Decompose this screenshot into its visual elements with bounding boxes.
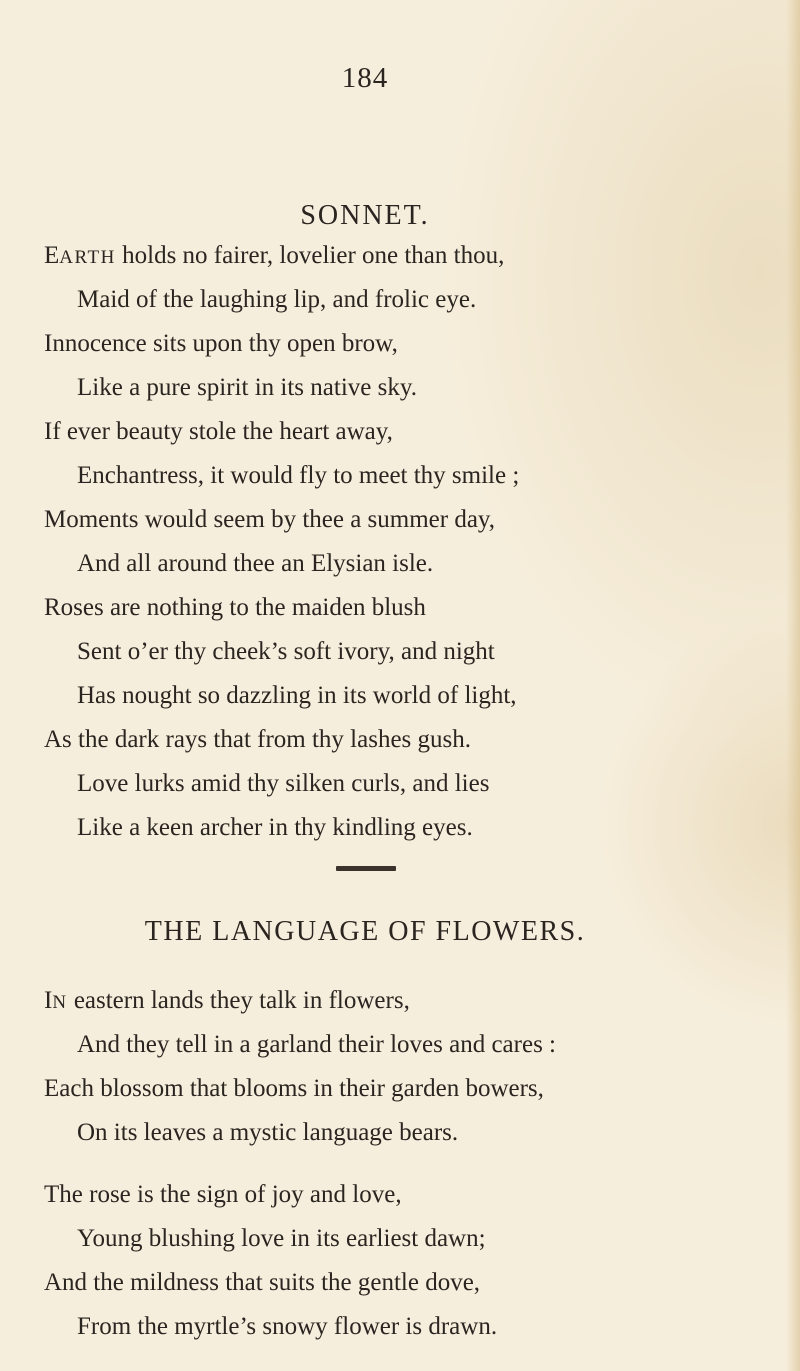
- flowers-line: And the mildness that suits the gentle dove,: [44, 1269, 481, 1296]
- sonnet-line: Roses are nothing to the maiden blush: [44, 594, 426, 621]
- sonnet-line: Love lurks amid thy silken curls, and lies: [77, 770, 490, 797]
- flowers-line: On its leaves a mystic language bears.: [77, 1119, 459, 1146]
- section-divider-ornament: [336, 866, 396, 871]
- drop-cap: E: [44, 242, 60, 269]
- small-caps: ARTH: [59, 247, 116, 268]
- flowers-line: From the myrtle’s snowy flower is drawn.: [77, 1313, 498, 1340]
- sonnet-line: Moments would seem by thee a summer day,: [44, 506, 496, 533]
- small-caps: N: [52, 992, 68, 1013]
- sonnet-line: Innocence sits upon thy open brow,: [44, 330, 398, 357]
- flowers-line: Young blushing love in its earliest dawn;: [77, 1225, 486, 1252]
- sonnet-line: Like a pure spirit in its native sky.: [77, 374, 417, 401]
- sonnet-line: Sent o’er thy cheek’s soft ivory, and night: [77, 638, 495, 665]
- flowers-line: And they tell in a garland their loves and cares :: [77, 1031, 557, 1058]
- drop-cap: I: [44, 987, 53, 1014]
- sonnet-line: If ever beauty stole the heart away,: [44, 418, 393, 445]
- flowers-line: Each blossom that blooms in their garden bowers,: [44, 1075, 544, 1102]
- sonnet-line: Like a keen archer in thy kindling eyes.: [77, 814, 473, 841]
- page-number: 184: [341, 62, 389, 94]
- sonnet-line: Enchantress, it would fly to meet thy smile ;: [77, 462, 520, 489]
- flowers-title: THE LANGUAGE OF FLOWERS.: [144, 916, 586, 947]
- flowers-line: IN eastern lands they talk in flowers,: [44, 987, 410, 1014]
- sonnet-line: And all around thee an Elysian isle.: [77, 550, 434, 577]
- sonnet-line: As the dark rays that from thy lashes gush.: [44, 726, 472, 753]
- sonnet-line: Maid of the laughing lip, and frolic eye.: [77, 286, 477, 313]
- flowers-line: The rose is the sign of joy and love,: [44, 1181, 402, 1208]
- sonnet-line: EARTH holds no fairer, lovelier one than thou,: [44, 242, 505, 269]
- sonnet-line: Has nought so dazzling in its world of light,: [77, 682, 517, 709]
- sonnet-title: SONNET.: [300, 200, 430, 231]
- page-edge-stain: [786, 0, 800, 1371]
